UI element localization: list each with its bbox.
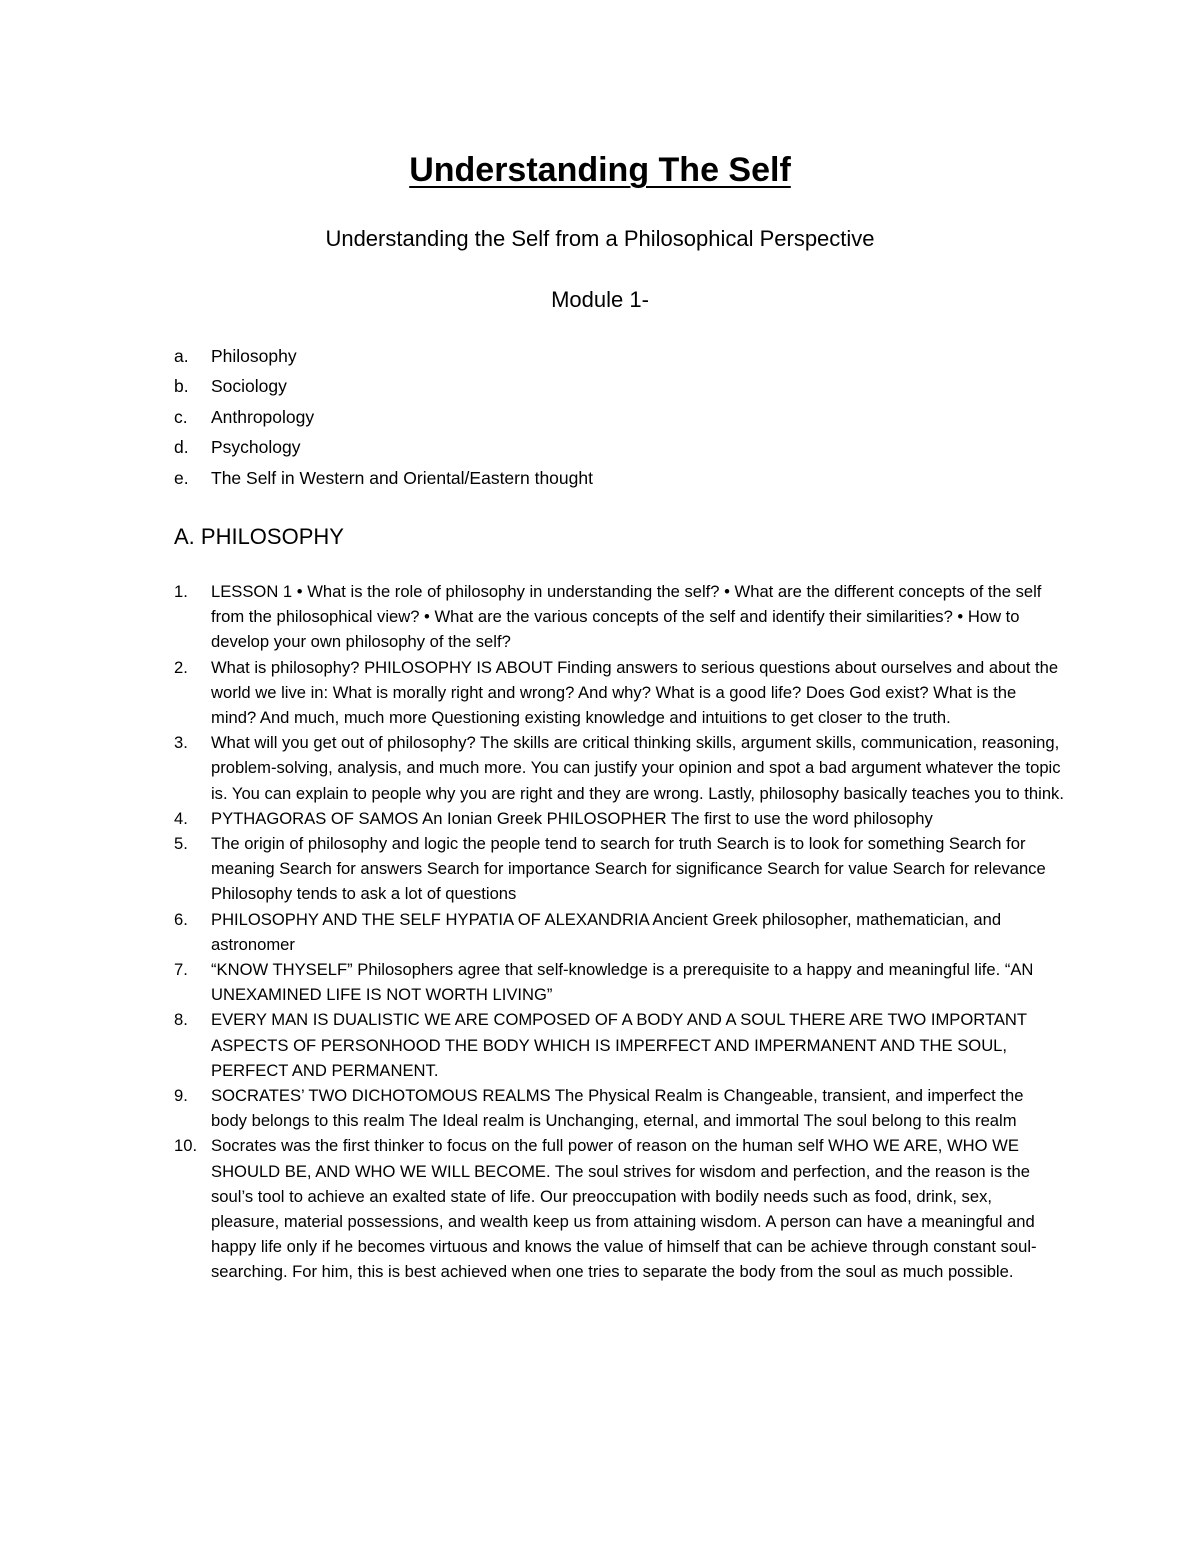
- item-number: 9.: [174, 1086, 188, 1106]
- topic-list: [174, 341, 1074, 493]
- topic-marker: a.: [174, 346, 189, 366]
- list-item: [174, 1083, 1064, 1133]
- item-text: SOCRATES’ TWO DICHOTOMOUS REALMS The Physical Realm is Changeable, transient, and imperfect the body belongs to this realm The Ideal realm is Unchanging, eternal, and immortal The soul belong to this realm: [211, 1086, 1024, 1131]
- topic-marker: e.: [174, 467, 189, 488]
- item-text: PHILOSOPHY AND THE SELF HYPATIA OF ALEXANDRIA Ancient Greek philosopher, mathematician, and astronomer: [211, 909, 1002, 954]
- item-text: What is philosophy? PHILOSOPHY IS ABOUT Finding answers to serious questions about ourselves and about the world we live in: What is morally right and wrong? And why? What is a good life? Does God exist? What is the mind? And much, much more Questioning existing knowledge and intuitions to get closer to the truth.: [211, 657, 1059, 728]
- item-number: 8.: [174, 1010, 188, 1030]
- list-item: [174, 806, 1064, 831]
- item-number: 4.: [174, 808, 188, 828]
- list-item: [174, 730, 1064, 806]
- section-heading: A. PHILOSOPHY: [174, 524, 344, 549]
- topic-text: The Self in Western and Oriental/Eastern thought: [211, 467, 593, 488]
- list-item: [174, 655, 1064, 731]
- topic-item: [174, 341, 1074, 371]
- item-number: 10.: [174, 1136, 198, 1156]
- topic-item: [174, 432, 1074, 462]
- topic-text: Sociology: [211, 376, 287, 397]
- item-number: 2.: [174, 657, 188, 677]
- module-label: Module 1-: [551, 287, 649, 312]
- item-text: EVERY MAN IS DUALISTIC WE ARE COMPOSED OF A BODY AND A SOUL THERE ARE TWO IMPORTANT ASPECTS OF PERSONHOOD THE BODY WHICH IS IMPERFECT AND IMPERMANENT AND THE SOUL, PERFECT AND PERMANENT.: [211, 1010, 1027, 1080]
- topic-text: Psychology: [211, 437, 301, 458]
- numbered-list: [174, 579, 1064, 1285]
- topic-marker: d.: [174, 437, 189, 458]
- list-item: [174, 907, 1064, 957]
- topic-item: [174, 463, 1074, 493]
- item-number: 5.: [174, 834, 188, 854]
- item-text: The origin of philosophy and logic the people tend to search for truth Search is to look for something Search for meaning Search for answers Search for importance Search for significance Search for value Search for relevance Philosophy tends to ask a lot of questions: [211, 834, 1046, 904]
- topic-item: [174, 371, 1074, 401]
- item-text: “KNOW THYSELF” Philosophers agree that self-knowledge is a prerequisite to a happy and meaningful life. “AN UNEXAMINED LIFE IS NOT WORTH LIVING”: [211, 960, 1034, 1005]
- list-item: [174, 1007, 1064, 1083]
- item-number: 1.: [174, 582, 188, 601]
- topic-marker: c.: [174, 406, 188, 427]
- list-item: [174, 579, 1064, 655]
- list-item: [174, 1133, 1064, 1284]
- list-item: [174, 957, 1064, 1007]
- topic-item: [174, 402, 1074, 432]
- topic-marker: b.: [174, 376, 189, 397]
- list-item: [174, 831, 1064, 907]
- topic-text: Philosophy: [211, 346, 297, 366]
- item-text: What will you get out of philosophy? The skills are critical thinking skills, argument skills, communication, reasoning, problem-solving, analysis, and much more. You can justify your opinion and spot a bad argument whatever the topic is. You can explain to people why you are right and they are wrong. Lastly, philosophy basically teaches you to think.: [211, 733, 1064, 803]
- item-number: 6.: [174, 909, 188, 929]
- document-subtitle: Understanding the Self from a Philosophical Perspective: [325, 226, 875, 251]
- item-number: 3.: [174, 733, 188, 753]
- topic-text: Anthropology: [211, 406, 315, 427]
- item-number: 7.: [174, 960, 188, 980]
- item-text: Socrates was the first thinker to focus on the full power of reason on the human self WHO WE ARE, WHO WE SHOULD BE, AND WHO WE WILL BECOME. The soul strives for wisdom and perfection, and the reason is the soul’s tool to achieve an exalted state of life. Our preoccupation with bodily needs such as food, drink, sex, pleasure, material possessions, and wealth keep us from attaining wisdom. A person can have a meaningful and happy life only if he becomes virtuous and knows the value of himself that can be achieve through constant soul-searching. For him, this is best achieved when one tries to separate the body from the soul as much possible.: [211, 1136, 1037, 1282]
- item-text: PYTHAGORAS OF SAMOS An Ionian Greek PHILOSOPHER The first to use the word philosophy: [211, 808, 933, 828]
- item-text: LESSON 1 • What is the role of philosophy in understanding the self? • What are the different concepts of the self from the philosophical view? • What are the various concepts of the self and identify their similarities? • How to develop your own philosophy of the self?: [211, 582, 1042, 652]
- document-title: Understanding The Self: [409, 151, 791, 189]
